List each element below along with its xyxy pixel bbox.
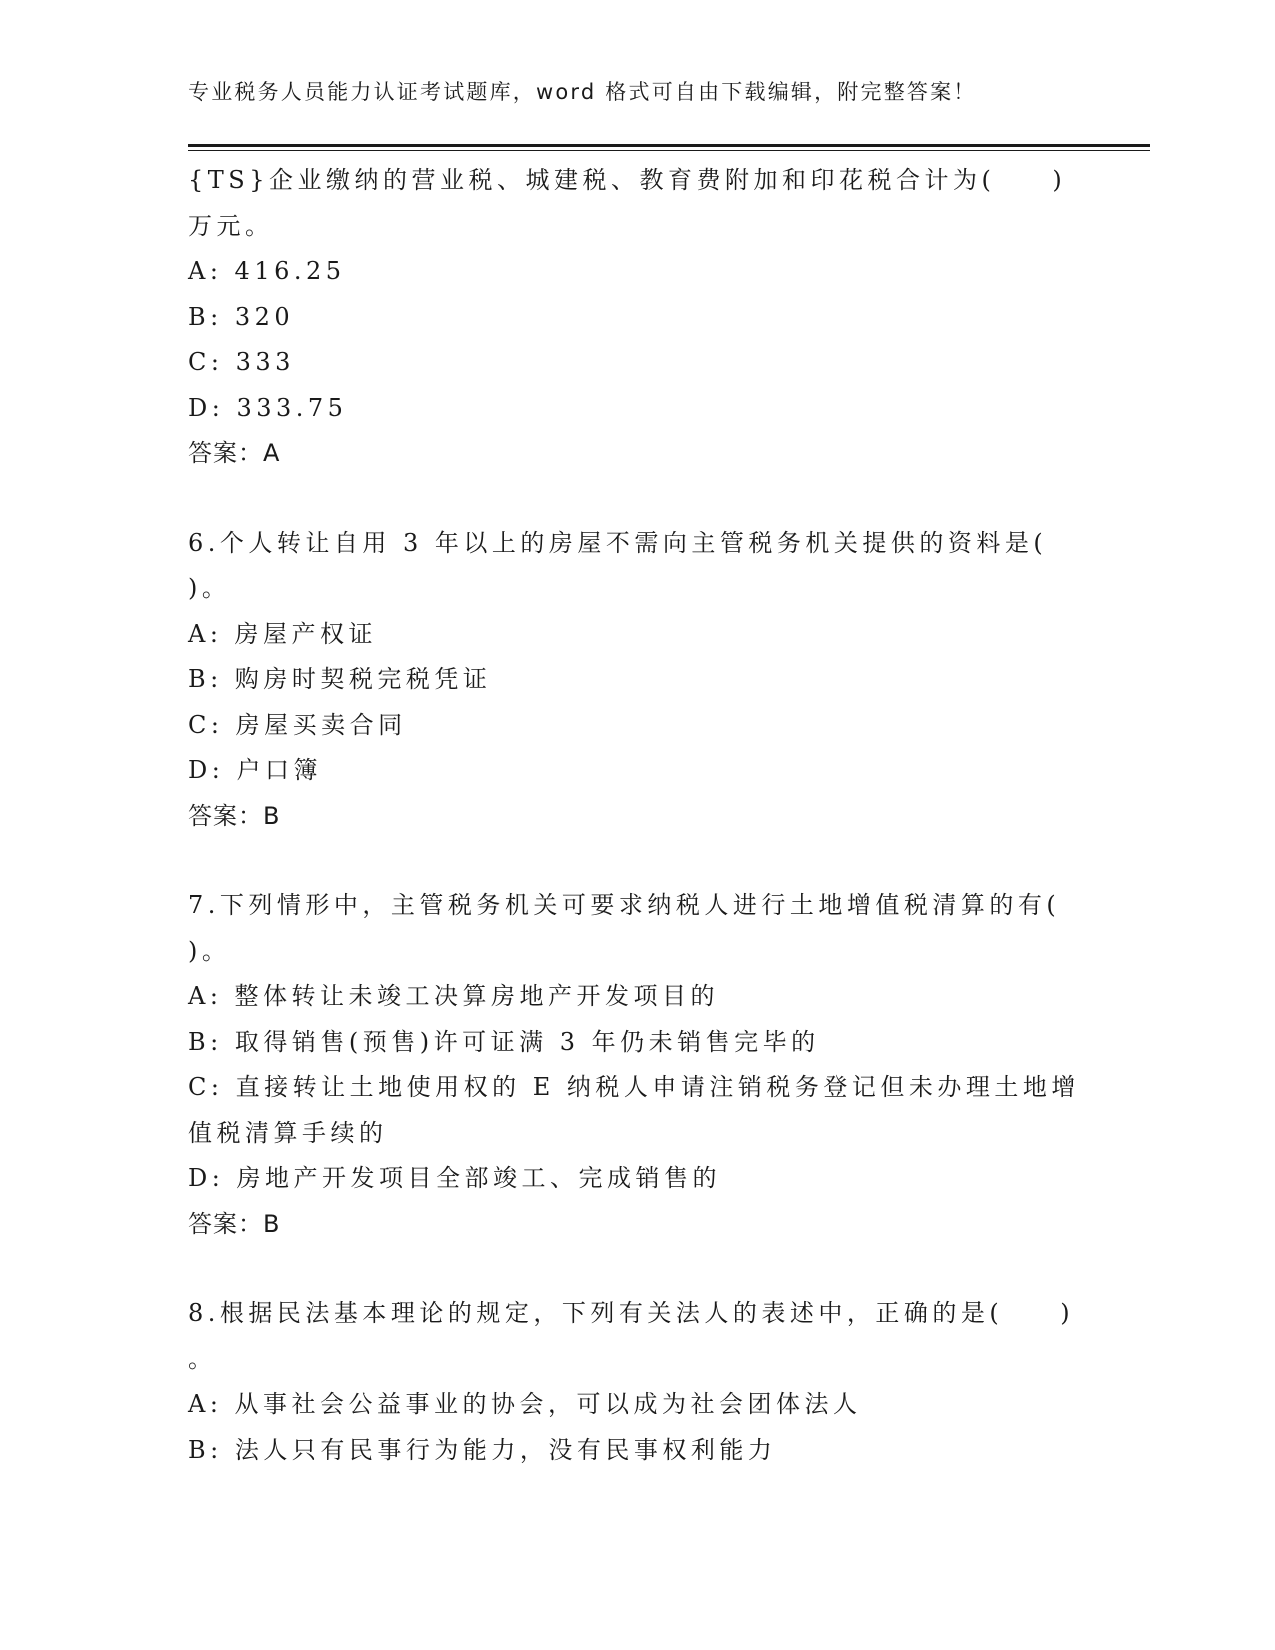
question-text: 6.个人转让自用 3 年以上的房屋不需向主管税务机关提供的资料是( [188,528,1048,557]
document-header: 专业税务人员能力认证考试题库，word 格式可自由下载编辑，附完整答案！ [188,80,977,104]
option-c: C: 直接转让土地使用权的 E 纳税人申请注销税务登记但未办理土地增 [188,1073,1080,1101]
option-b: B: 购房时契税完税凭证 [188,665,492,693]
option-a: A: 整体转让未竣工决算房地产开发项目的 [188,982,720,1010]
question-block [188,883,1088,1247]
option-c: C: 333 [188,348,295,376]
option-a: A: 房屋产权证 [188,619,378,648]
option-d: D: 房地产开发项目全部竣工、完成销售的 [188,1164,721,1192]
header-divider-thin [188,150,1150,151]
option-a: A: 416.25 [188,257,346,285]
answer-line: 答案：A [188,439,281,467]
option-d: D: 333.75 [188,393,348,422]
option-b: B: 法人只有民事行为能力，没有民事权利能力 [188,1435,777,1464]
question-list [188,158,1088,1517]
question-text: )。 [188,936,231,965]
question-block [188,1291,1088,1473]
option-d: D: 户口簿 [188,756,322,784]
option-a: A: 从事社会公益事业的协会，可以成为社会团体法人 [188,1390,862,1418]
question-text: 。 [188,1344,217,1373]
option-c: C: 房屋买卖合同 [188,710,407,739]
question-text: {TS}企业缴纳的营业税、城建税、教育费附加和印花税合计为( ) [188,166,1067,194]
question-block [188,158,1088,477]
question-text: 7.下列情形中，主管税务机关可要求纳税人进行土地增值税清算的有( [188,891,1061,919]
answer-line: 答案：B [188,1209,281,1238]
question-text: )。 [188,574,231,602]
question-text: 8.根据民法基本理论的规定，下列有关法人的表述中，正确的是( ) [188,1299,1075,1327]
answer-line: 答案：B [188,801,281,830]
option-b: B: 取得销售(预售)许可证满 3 年仍未销售完毕的 [188,1027,820,1056]
question-text: 万元。 [188,211,274,240]
header-divider-thick [188,144,1150,147]
option-b: B: 320 [188,302,295,331]
question-block [188,521,1088,840]
option-c-continued: 值税清算手续的 [188,1118,388,1147]
